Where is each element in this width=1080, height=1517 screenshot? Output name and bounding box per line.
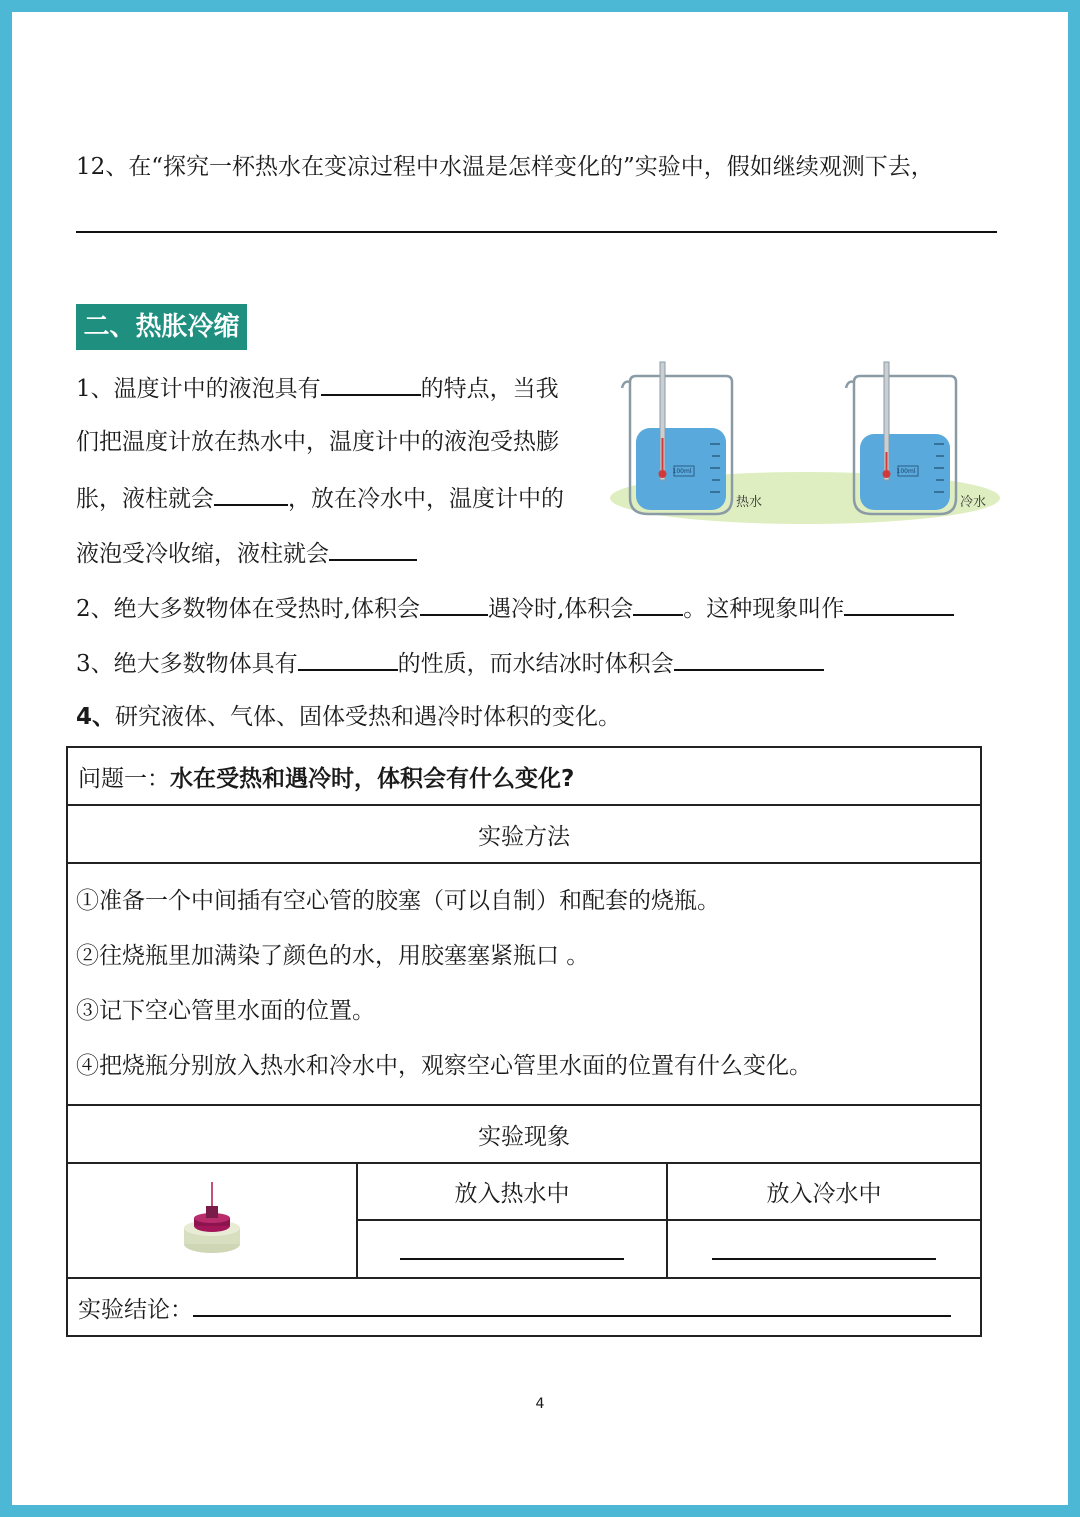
cold-water-column-header: 放入冷水中 xyxy=(667,1163,981,1220)
hot-beaker-mark: 100ml xyxy=(672,468,692,475)
q4-text: 研究液体、气体、固体受热和遇冷时体积的变化。 xyxy=(115,704,622,730)
method-step: ①准备一个中间插有空心管的胶塞（可以自制）和配套的烧瓶。 xyxy=(76,888,720,914)
question-prefix: 问题一： xyxy=(78,765,170,792)
question-4 xyxy=(76,702,621,732)
question-2 xyxy=(76,592,954,624)
q3-text-a: 3、绝大多数物体具有 xyxy=(76,651,298,677)
phenomenon-header: 实验现象 xyxy=(67,1105,981,1163)
question-1-line-4 xyxy=(76,537,417,569)
q2-text-a: 2、绝大多数物体在受热时,体积会 xyxy=(76,596,420,622)
method-header: 实验方法 xyxy=(67,805,981,863)
q12-answer-line[interactable] xyxy=(76,231,997,233)
q3-blank-2[interactable] xyxy=(674,647,824,671)
q2-blank-1[interactable] xyxy=(420,592,488,616)
experiment-table xyxy=(66,746,982,1337)
hot-water-answer-line[interactable] xyxy=(400,1232,624,1260)
conclusion-cell xyxy=(67,1278,981,1336)
phenomenon-header-row xyxy=(67,1105,981,1163)
cold-water-label: 冷水 xyxy=(960,495,987,510)
flask-image xyxy=(180,1180,244,1256)
question-row xyxy=(67,747,981,805)
conclusion-row xyxy=(67,1278,981,1336)
q1-text-a: 1、温度计中的液泡具有 xyxy=(76,376,321,402)
q1-text-b: 的特点，当我 xyxy=(420,376,559,402)
flask-image-cell xyxy=(67,1163,357,1278)
cold-water-answer-cell xyxy=(667,1220,981,1278)
question-cell xyxy=(67,747,981,805)
q1-blank-1[interactable] xyxy=(321,372,421,396)
phenomenon-columns-row xyxy=(67,1163,981,1220)
conclusion-label: 实验结论： xyxy=(78,1296,193,1323)
cold-water-answer-line[interactable] xyxy=(712,1232,936,1260)
question-1-line-3 xyxy=(76,482,564,514)
q4-number: 4、 xyxy=(76,704,116,730)
q1-text-d: ，放在冷水中，温度计中的 xyxy=(288,486,564,512)
method-steps-cell xyxy=(67,863,981,1105)
q1-text-c: 胀，液柱就会 xyxy=(76,486,214,512)
question-12: 12、在“探究一杯热水在变凉过程中水温是怎样变化的”实验中，假如继续观测下去， xyxy=(76,154,934,180)
cold-water-beaker xyxy=(846,362,956,514)
method-step: ④把烧瓶分别放入热水和冷水中，观察空心管里水面的位置有什么变化。 xyxy=(76,1053,812,1079)
question-1-line-2: 们把温度计放在热水中，温度计中的液泡受热膨 xyxy=(76,429,559,455)
conclusion-answer-line[interactable] xyxy=(193,1293,951,1317)
beakers-illustration xyxy=(608,348,1002,534)
q2-text-b: 遇冷时,体积会 xyxy=(487,596,634,622)
q3-text-b: 的性质，而水结冰时体积会 xyxy=(397,651,674,677)
method-step: ③记下空心管里水面的位置。 xyxy=(76,998,375,1024)
method-step: ②往烧瓶里加满染了颜色的水，用胶塞塞紧瓶口 。 xyxy=(76,943,590,969)
section-title: 二、热胀冷缩 xyxy=(76,304,247,350)
q1-text-e: 液泡受冷收缩，液柱就会 xyxy=(76,541,329,567)
question-text: 水在受热和遇冷时，体积会有什么变化? xyxy=(170,765,575,792)
page-number: 4 xyxy=(535,1396,545,1412)
q2-blank-3[interactable] xyxy=(844,592,954,616)
question-3 xyxy=(76,647,824,679)
hot-water-answer-cell xyxy=(357,1220,667,1278)
hot-water-label: 热水 xyxy=(736,495,763,510)
q2-blank-2[interactable] xyxy=(633,592,683,616)
worksheet-page xyxy=(12,12,1068,1505)
hot-water-beaker xyxy=(622,362,732,514)
q3-blank-1[interactable] xyxy=(298,647,398,671)
cold-beaker-mark: 100ml xyxy=(896,468,916,475)
question-1-line-1 xyxy=(76,372,559,404)
q1-blank-2[interactable] xyxy=(214,482,288,506)
q1-blank-3[interactable] xyxy=(329,537,417,561)
method-steps-row xyxy=(67,863,981,1105)
hot-water-column-header: 放入热水中 xyxy=(357,1163,667,1220)
q2-text-c: 。这种现象叫作 xyxy=(683,596,845,622)
method-header-row xyxy=(67,805,981,863)
